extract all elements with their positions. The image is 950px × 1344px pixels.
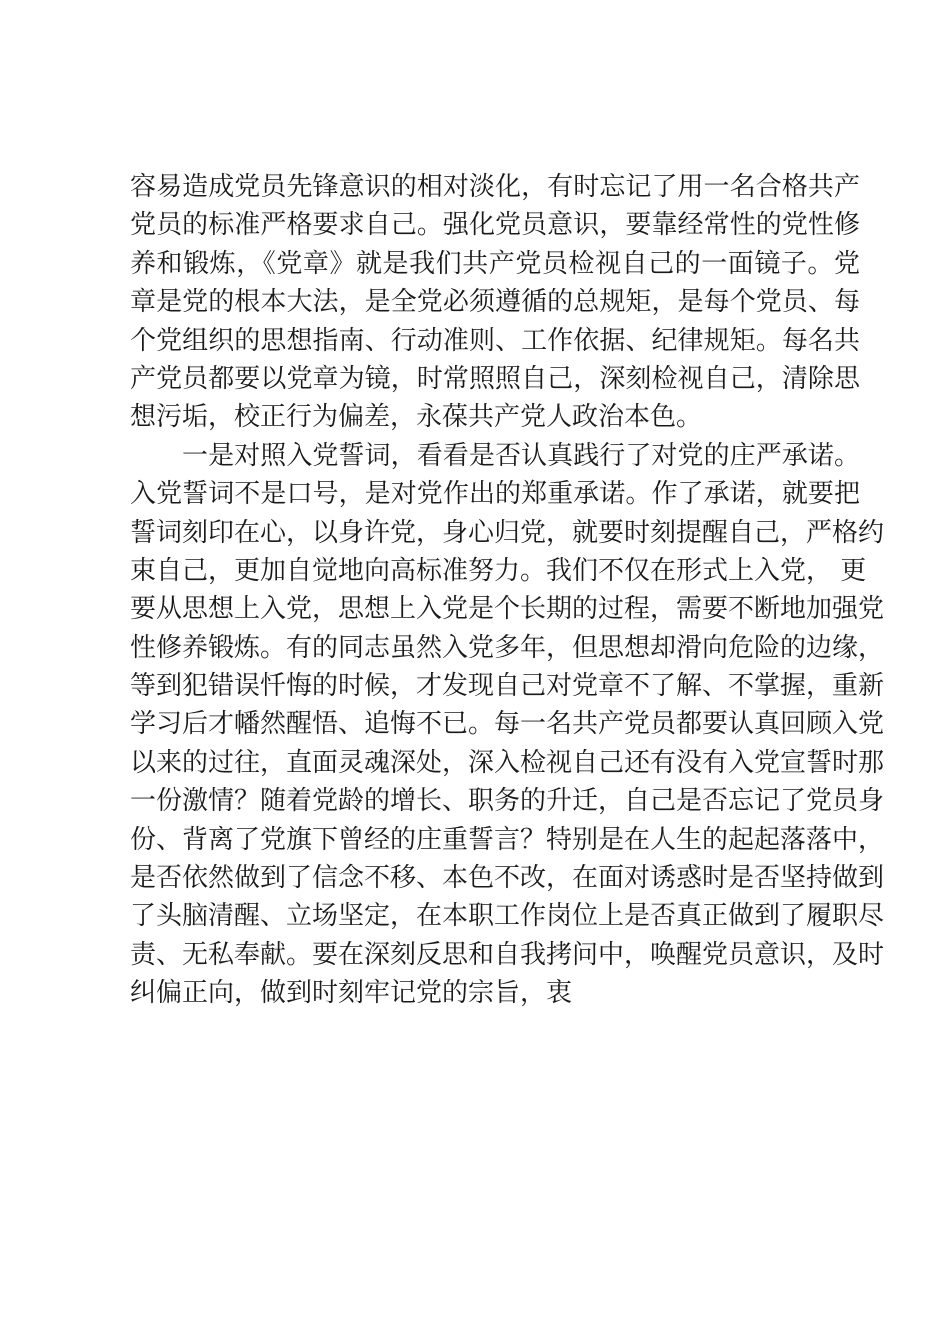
text-line: 一份激情？随着党龄的增长、职务的升迁，自己是否忘记了党员身	[130, 786, 885, 817]
text-line: 纠偏正向，做到时刻牢记党的宗旨，衷	[130, 978, 573, 1009]
paragraph-1	[130, 168, 860, 437]
text-line: 要从思想上入党，思想上入党是个长期的过程，需要不断地加强党	[130, 594, 885, 625]
text-line: 学习后才幡然醒悟、追悔不已。每一名共产党员都要认真回顾入党	[130, 709, 885, 740]
text-line: 了头脑清醒、立场坚定，在本职工作岗位上是否真正做到了履职尽	[130, 901, 885, 932]
text-line: 个党组织的思想指南、行动准则、工作依据、纪律规矩。每名共	[130, 325, 860, 356]
text-line: 份、背离了党旗下曾经的庄重誓言？特别是在人生的起起落落中，	[130, 824, 885, 855]
text-line: 性修养锻炼。有的同志虽然入党多年，但思想却滑向危险的边缘，	[130, 632, 885, 663]
text-line: 容易造成党员先锋意识的相对淡化，有时忘记了用一名合格共产	[130, 172, 860, 202]
text-line: 等到犯错误忏悔的时候，才发现自己对党章不了解、不掌握，重新	[130, 671, 885, 702]
text-line: 以来的过往，直面灵魂深处，深入检视自己还有没有入党宣誓时那	[130, 747, 885, 778]
document-body	[130, 168, 885, 1013]
text-line: 想污垢，校正行为偏差，永葆共产党人政治本色。	[130, 402, 703, 433]
text-line: 誓词刻印在心，以身许党，身心归党，就要时刻提醒自己，严格约	[130, 517, 885, 548]
text-line: 束自己，更加自觉地向高标准努力。我们不仅在形式上入党， 更	[130, 555, 867, 586]
text-line: 一是对照入党誓词，看看是否认真践行了对党的庄严承诺。	[182, 440, 860, 471]
text-line: 养和锻炼，《党章》就是我们共产党员检视自己的一面镜子。党	[130, 248, 860, 279]
text-line: 责、无私奉献。要在深刻反思和自我拷问中，唤醒党员意识，及时	[130, 939, 885, 970]
paragraph-2	[130, 437, 885, 1013]
text-line: 产党员都要以党章为镜，时常照照自己，深刻检视自己，清除思	[130, 363, 860, 394]
text-line: 是否依然做到了信念不移、本色不改，在面对诱惑时是否坚持做到	[130, 863, 885, 894]
text-line: 入党誓词不是口号，是对党作出的郑重承诺。作了承诺，就要把	[130, 479, 860, 510]
text-line: 章是党的根本大法，是全党必须遵循的总规矩，是每个党员、每	[130, 287, 860, 318]
text-line: 党员的标准严格要求自己。强化党员意识，要靠经常性的党性修	[130, 210, 860, 241]
